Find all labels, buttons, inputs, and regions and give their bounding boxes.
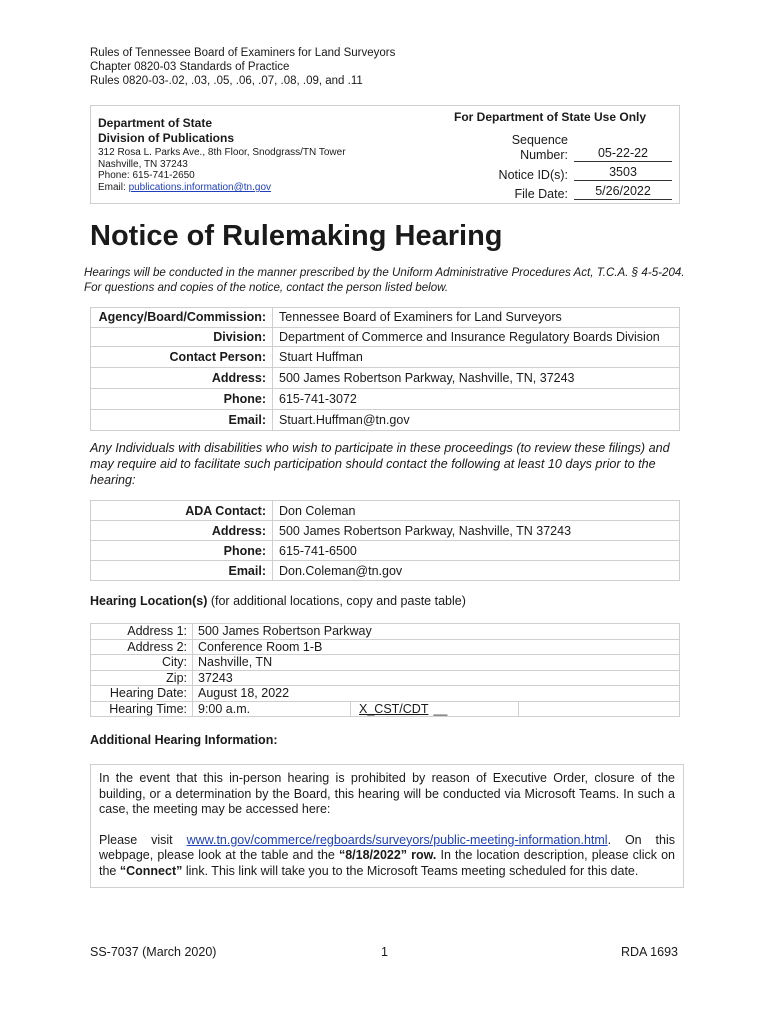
additional-info-paragraph-1: In the event that this in-person hearing is prohibited by reason of Executive Order, closure of the building, or a determination by the Board, this hearing will be conducted via Microsoft Teams. In such a case, the meeting may be accessed here: (99, 771, 675, 817)
p2-intro: Please visit (99, 832, 187, 847)
dos-phone: Phone: 615-741-2650 (98, 170, 195, 181)
sequence-label-2: Number: (520, 148, 568, 162)
ada-contact-label: ADA Contact: (91, 501, 273, 521)
ada-text-line-3: hearing: (90, 473, 136, 487)
table-row (91, 670, 680, 686)
intro-line-2: For questions and copies of the notice, contact the person listed below. (84, 281, 449, 294)
p2-date-row: “8/18/2022” row. (338, 848, 437, 863)
meeting-info-link[interactable]: www.tn.gov/commerce/regboards/surveyors/public-meeting-information.html (186, 832, 608, 847)
zip-label: Zip: (91, 670, 193, 686)
hearing-time-label: Hearing Time: (91, 701, 193, 717)
state-use-only-heading: For Department of State Use Only (454, 110, 647, 124)
hearing-location-heading-bold: Hearing Location(s) (90, 594, 208, 608)
p2-location-text: In the location description, please click on the (99, 848, 675, 878)
page-number: 1 (381, 945, 388, 959)
address-1-label: Address 1: (91, 624, 193, 640)
timezone-cell (351, 701, 519, 717)
dos-department: Department of State (98, 116, 213, 130)
zip-value: 37243 (193, 670, 680, 686)
address-value: 500 James Robertson Parkway, Nashville, TN, 37243 (273, 368, 680, 389)
address-label: Address: (91, 368, 273, 389)
rule-header-line-2: Chapter 0820-03 Standards of Practice (90, 61, 290, 73)
hearing-date-value: August 18, 2022 (193, 686, 680, 702)
division-label: Division: (91, 327, 273, 347)
p2-closing: link. This link will take you to the Microsoft Teams meeting scheduled for this date. (182, 863, 639, 878)
file-date-value: 5/26/2022 (574, 184, 672, 200)
city-value: Nashville, TN (193, 655, 680, 671)
additional-info-box (90, 764, 684, 888)
address-2-label: Address 2: (91, 639, 193, 655)
dos-city: Nashville, TN 37243 (98, 159, 188, 170)
ada-email-value: Don.Coleman@tn.gov (273, 561, 680, 581)
p2-middle: . On this webpage, please look at the table and the (99, 832, 675, 863)
table-row (91, 561, 680, 581)
dos-division: Division of Publications (98, 131, 235, 145)
timezone-selected-mark: X (359, 701, 368, 716)
rule-header-line-1: Rules of Tennessee Board of Examiners for Land Surveyors (90, 47, 396, 59)
ada-contact-table (90, 500, 680, 581)
table-row (91, 639, 680, 655)
city-label: City: (91, 655, 193, 671)
table-row (91, 541, 680, 561)
hearing-location-heading (90, 594, 466, 608)
hearing-location-table (90, 623, 680, 717)
intro-line-1: Hearings will be conducted in the manner prescribed by the Uniform Administrative Procedures Act, T.C.A. § 4-5-204. (84, 266, 685, 279)
contact-person-value: Stuart Huffman (273, 347, 680, 368)
phone-label: Phone: (91, 389, 273, 410)
dos-address: 312 Rosa L. Parks Ave., 8th Floor, Snodgrass/TN Tower (98, 147, 346, 158)
page-title: Notice of Rulemaking Hearing (90, 220, 503, 252)
rda-number: RDA 1693 (621, 945, 678, 959)
email-value: Stuart.Huffman@tn.gov (273, 410, 680, 431)
sequence-number-value: 05-22-22 (574, 146, 672, 162)
hearing-location-heading-note: (for additional locations, copy and paste table) (207, 594, 466, 608)
ada-phone-label: Phone: (91, 541, 273, 561)
department-of-state-box (90, 105, 680, 204)
ada-text-line-1: Any Individuals with disabilities who wish to participate in these proceedings (to review these filings) and (90, 441, 670, 455)
table-row (91, 347, 680, 368)
file-date-label: File Date: (514, 187, 568, 201)
dos-email-label: Email: (98, 182, 129, 193)
table-row (91, 521, 680, 541)
dos-email-line (98, 182, 271, 195)
table-row (91, 410, 680, 431)
table-row (91, 701, 680, 717)
sequence-label-1: Sequence (511, 133, 568, 147)
additional-info-paragraph-2 (99, 833, 675, 880)
table-row (91, 686, 680, 702)
ada-address-label: Address: (91, 521, 273, 541)
ada-address-value: 500 James Robertson Parkway, Nashville, TN 37243 (273, 521, 680, 541)
division-value: Department of Commerce and Insurance Regulatory Boards Division (273, 327, 680, 347)
ada-text-line-2: may require aid to facilitate such participation should contact the following at least 10 days prior to the (90, 457, 656, 471)
table-row (91, 624, 680, 640)
ada-email-label: Email: (91, 561, 273, 581)
rule-header-line-3: Rules 0820-03-.02, .03, .05, .06, .07, .08, .09, and .11 (90, 75, 363, 87)
ada-phone-value: 615-741-6500 (273, 541, 680, 561)
notice-id-label: Notice ID(s): (498, 168, 568, 182)
agency-label: Agency/Board/Commission: (91, 308, 273, 328)
timezone-value: _CST/CDT (367, 701, 429, 716)
agency-value: Tennessee Board of Examiners for Land Surveyors (273, 308, 680, 328)
timezone-blank: __ (433, 701, 448, 716)
agency-contact-table (90, 307, 680, 431)
address-2-value: Conference Room 1-B (193, 639, 680, 655)
table-row (91, 368, 680, 389)
address-1-value: 500 James Robertson Parkway (193, 624, 680, 640)
ada-contact-value: Don Coleman (273, 501, 680, 521)
hearing-date-label: Hearing Date: (91, 686, 193, 702)
phone-value: 615-741-3072 (273, 389, 680, 410)
table-row (91, 389, 680, 410)
email-label: Email: (91, 410, 273, 431)
additional-info-heading: Additional Hearing Information: (90, 733, 278, 747)
form-number: SS-7037 (March 2020) (90, 945, 217, 959)
table-row (91, 327, 680, 347)
notice-id-value: 3503 (574, 165, 672, 181)
table-row (91, 501, 680, 521)
hearing-time-value: 9:00 a.m. (193, 701, 351, 717)
table-row (91, 655, 680, 671)
empty-cell (519, 701, 680, 717)
table-row (91, 308, 680, 328)
contact-person-label: Contact Person: (91, 347, 273, 368)
dos-email-link[interactable]: publications.information@tn.gov (128, 182, 272, 193)
p2-connect-word: “Connect” (119, 863, 183, 878)
